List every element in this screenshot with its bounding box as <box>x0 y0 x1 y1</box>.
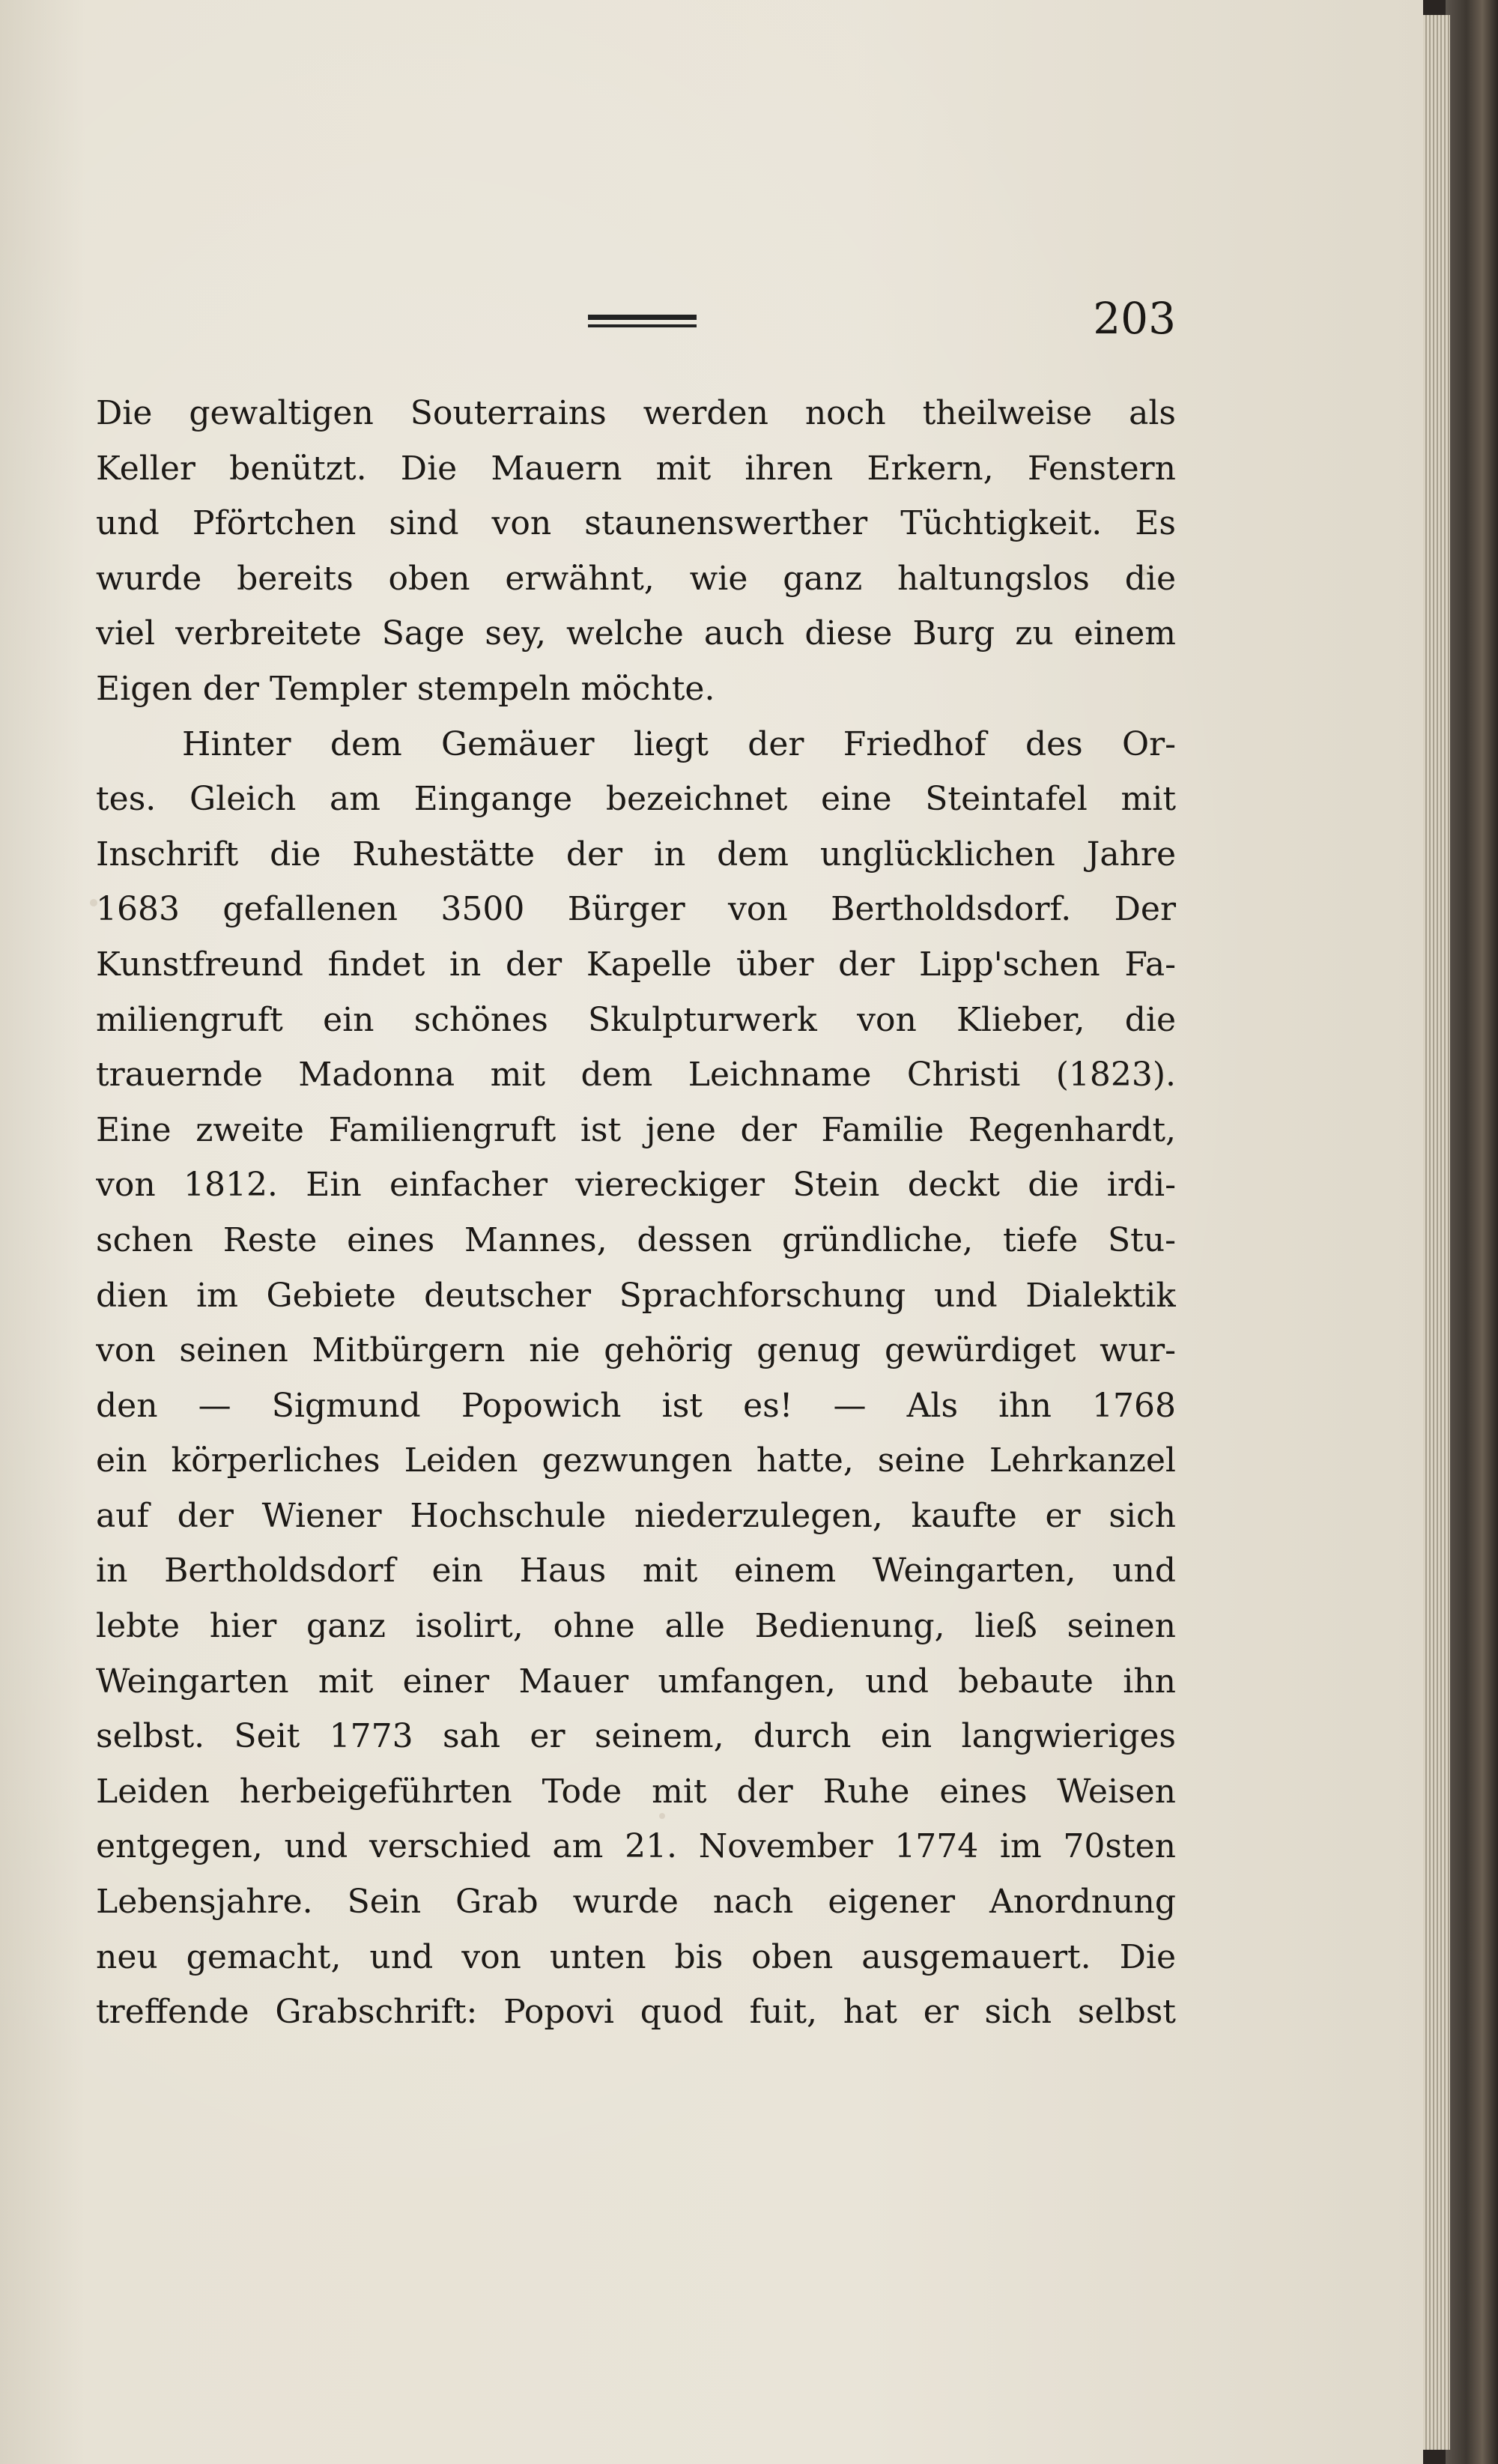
body-text <box>96 386 1176 2040</box>
text-line: Lebensjahre. Sein Grab wurde nach eigener Anordnung <box>96 1883 1176 1922</box>
text-line: den — Sigmund Popowich ist es! — Als ihn 1768 <box>96 1386 1176 1425</box>
text-line: dien im Gebiete deutscher Sprachforschung und Dialektik <box>96 1276 1176 1315</box>
text-line: selbst. Seit 1773 sah er seinem, durch ein langwieriges <box>96 1717 1176 1756</box>
page-number: 203 <box>1093 293 1176 344</box>
text-line: schen Reste eines Mannes, dessen gründliche, tiefe Stu- <box>96 1220 1176 1259</box>
text-line: auf der Wiener Hochschule niederzulegen, kaufte er sich <box>96 1496 1176 1535</box>
header-rule <box>588 315 697 320</box>
text-line: Weingarten mit einer Mauer umfangen, und bebaute ihn <box>96 1662 1176 1701</box>
text-line: Hinter dem Gemäuer liegt der Friedhof des Or- <box>182 724 1176 763</box>
text-line: in Bertholdsdorf ein Haus mit einem Weingarten, und <box>96 1552 1176 1590</box>
text-line: lebte hier ganz isolirt, ohne alle Bedienung, ließ seinen <box>96 1607 1176 1646</box>
text-line: und Pförtchen sind von staunenswerther Tüchtigkeit. Es <box>96 504 1176 543</box>
text-line: Eigen der Templer stempeln möchte. <box>96 669 715 708</box>
text-line: 1683 gefallenen 3500 Bürger von Bertholdsdorf. Der <box>96 890 1176 929</box>
text-line: trauernde Madonna mit dem Leichname Christi (1823). <box>96 1056 1176 1095</box>
text-line: viel verbreitete Sage sey, welche auch diese Burg zu einem <box>96 614 1176 653</box>
text-line: miliengruft ein schönes Skulpturwerk von Klieber, die <box>96 1000 1176 1039</box>
text-line: wurde bereits oben erwähnt, wie ganz haltungslos die <box>96 559 1176 598</box>
text-line: Keller benützt. Die Mauern mit ihren Erkern, Fenstern <box>96 449 1176 488</box>
text-line: Die gewaltigen Souterrains werden noch theilweise als <box>96 394 1176 432</box>
header-rule <box>588 324 697 327</box>
text-line: Inschrift die Ruhestätte der in dem unglücklichen Jahre <box>96 835 1176 874</box>
text-line: von 1812. Ein einfacher viereckiger Stein deckt die irdi- <box>96 1166 1176 1205</box>
text-line: entgegen, und verschied am 21. November 1774 im 70sten <box>96 1827 1176 1866</box>
text-line: neu gemacht, und von unten bis oben ausgemauert. Die <box>96 1937 1176 1976</box>
text-line: von seinen Mitbürgern nie gehörig genug gewürdiget wur- <box>96 1331 1176 1370</box>
page-header <box>0 293 1423 344</box>
scan-background-edge <box>1446 0 1498 2464</box>
text-line: Eine zweite Familiengruft ist jene der Familie Regenhardt, <box>96 1110 1176 1149</box>
text-line: tes. Gleich am Eingange bezeichnet eine Steintafel mit <box>96 780 1176 819</box>
text-line: Kunstfreund findet in der Kapelle über der Lipp'schen Fa- <box>96 945 1176 984</box>
text-line: Leiden herbeigeführten Tode mit der Ruhe eines Weisen <box>96 1772 1176 1811</box>
text-line: ein körperliches Leiden gezwungen hatte, seine Lehrkanzel <box>96 1441 1176 1480</box>
text-line: treffende Grabschrift: Popovi quod fuit, hat er sich selbst <box>96 1993 1176 2032</box>
